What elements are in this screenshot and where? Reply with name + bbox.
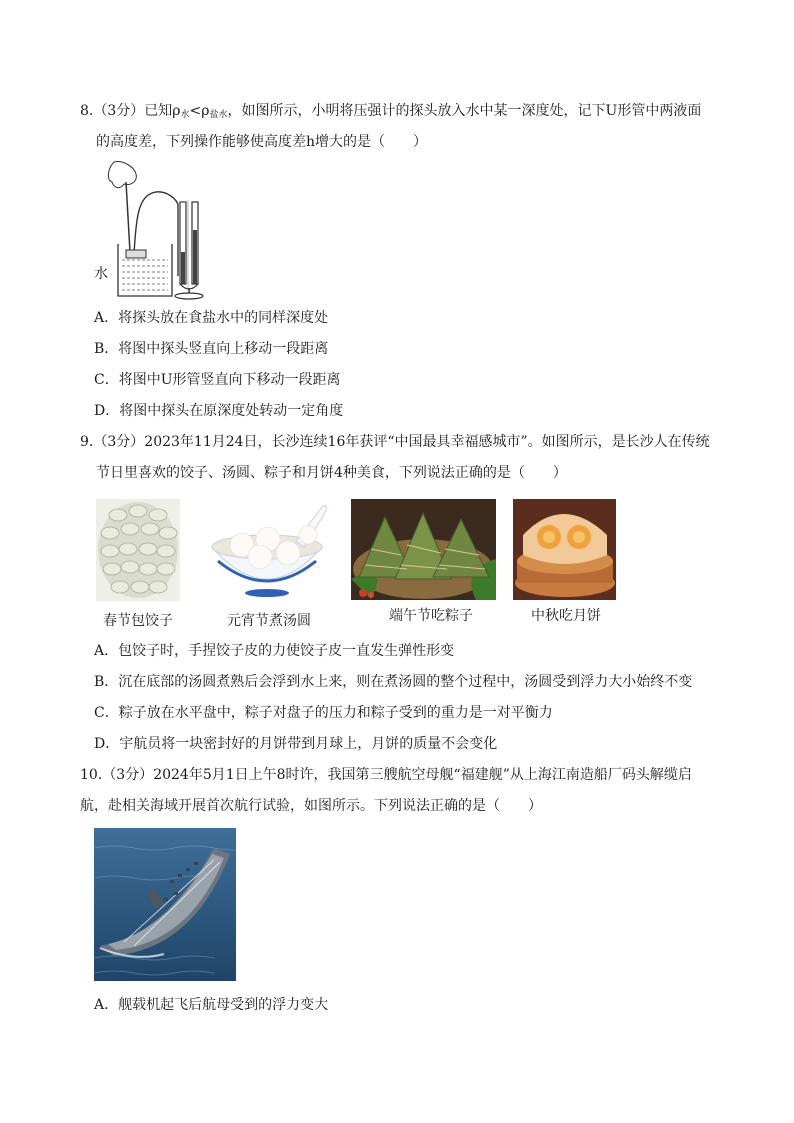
q9-text-1: 2023年11月24日，长沙连续16年获评“中国最具幸福感城市”。如图所示，是长沙人在传统: [144, 434, 710, 450]
q9-option-c: C．粽子放在水平盘中，粽子对盘子的压力和粽子受到的重力是一对平衡力: [94, 705, 553, 721]
figure-label-water: 水: [94, 266, 108, 282]
q9-option-b: B．沉在底部的汤圆煮熟后会浮到水上来，则在煮汤圆的整个过程中，汤圆受到浮力大小始终不变: [94, 674, 693, 690]
caption-mooncake: 中秋吃月饼: [531, 608, 601, 624]
q8-text-a: 已知ρ: [144, 103, 181, 119]
q8-line2: 的高度差，下列操作能够使高度差h增大的是（ ）: [96, 134, 428, 150]
dumplings-photo: [96, 499, 180, 601]
q9-score: （3分）: [93, 434, 145, 450]
q10-number: 10.: [80, 767, 103, 783]
caption-tangyuan: 元宵节煮汤圆: [227, 613, 311, 629]
q10-score: （3分）: [102, 767, 154, 783]
q9-option-a: A．包饺子时，手捏饺子皮的力使饺子皮一直发生弹性形变: [94, 643, 455, 659]
q10-option-a: A．舰载机起飞后航母受到的浮力变大: [94, 997, 329, 1013]
zongzi-photo: [351, 499, 496, 600]
mooncake-photo: [513, 499, 616, 600]
q8-sub-water: 水: [180, 110, 190, 120]
caption-dumplings: 春节包饺子: [103, 613, 173, 629]
q10-text-1: 2024年5月1日上午8时许，我国第三艘航空母舰“福建舰”从上海江南造船厂码头解缆启: [153, 767, 692, 783]
q9-option-d: D．宇航员将一块密封好的月饼带到月球上，月饼的质量不会变化: [94, 736, 498, 752]
tangyuan-photo: [204, 501, 330, 599]
q8-option-b: B．将图中探头竖直向上移动一段距离: [94, 341, 329, 357]
q10-line1: [80, 765, 692, 785]
q9-line2: 节日里喜欢的饺子、汤圆、粽子和月饼4种美食，下列说法正确的是（ ）: [96, 465, 567, 481]
q9-number: 9.: [80, 434, 94, 450]
q8-score: （3分）: [93, 103, 145, 119]
q10-line2: 航，赴相关海域开展首次航行试验，如图所示。下列说法正确的是（ ）: [80, 798, 542, 814]
q8-option-d: D．将图中探头在原深度处转动一定角度: [94, 403, 344, 419]
q8-option-a: A．将探头放在食盐水中的同样深度处: [94, 310, 329, 326]
q8-line1: [80, 101, 701, 125]
q8-lt: <ρ: [189, 103, 210, 119]
pressure-gauge-figure: [92, 160, 212, 300]
aircraft-carrier-photo: [94, 828, 236, 981]
q8-text-b: ，如图所示，小明将压强计的探头放入水中某一深度处，记下U形管中两液面: [227, 103, 702, 119]
caption-zongzi: 端午节吃粽子: [389, 608, 473, 624]
q8-number: 8.: [80, 103, 94, 119]
q8-sub-salt: 盐水: [209, 110, 228, 120]
q9-line1: [80, 432, 710, 452]
q8-option-c: C．将图中U形管竖直向下移动一段距离: [94, 372, 341, 388]
